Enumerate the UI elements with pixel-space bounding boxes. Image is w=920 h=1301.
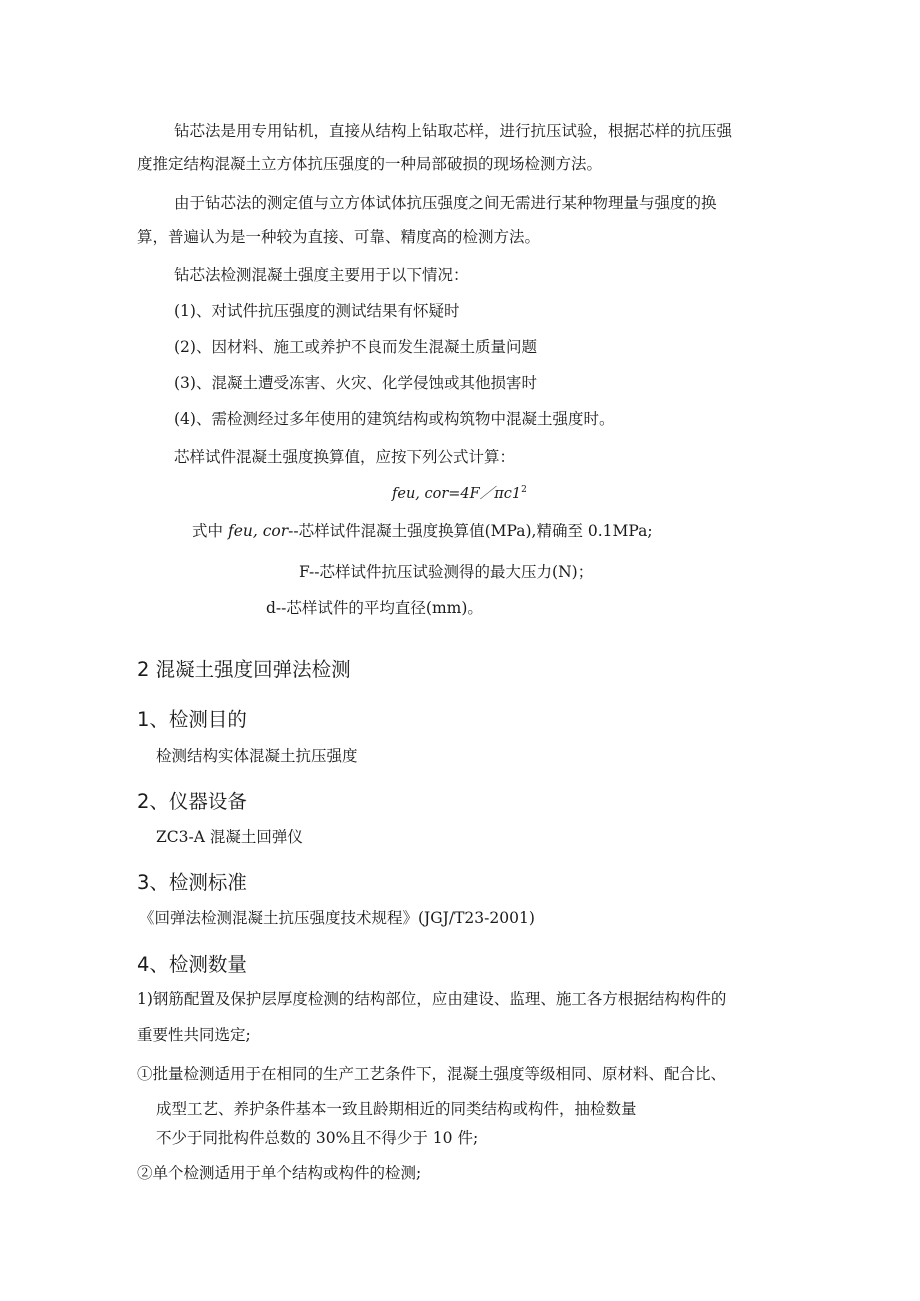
section-text: ①批量检测适用于在相同的生产工艺条件下，混凝土强度等级相同、原材料、配合比、 [137,1065,727,1083]
list-item: (4)、需检测经过多年使用的建筑结构或构筑物中混凝土强度时。 [174,410,615,428]
subsection-heading: 1、检测目的 [137,708,247,731]
formula-text: feu, cor=4F／πc1 [392,486,522,502]
paragraph-line: 钻芯法检测混凝土强度主要用于以下情况： [174,266,469,284]
list-item: (2)、因材料、施工或养护不良而发生混凝土质量问题 [174,338,537,356]
definition-symbol: feu, cor [227,522,289,540]
paragraph-line: 度推定结构混凝土立方体抗压强度的一种局部破损的现场检测方法。 [137,155,603,173]
section-title: 2 混凝土强度回弹法检测 [137,658,351,681]
section-text: ②单个检测适用于单个结构或构件的检测; [137,1164,422,1182]
paragraph-line: 芯样试件混凝土强度换算值，应按下列公式计算： [174,448,516,466]
section-text: 1)钢筋配置及保护层厚度检测的结构部位，应由建设、监理、施工各方根据结构构件的 [137,990,727,1008]
subsection-heading: 2、仪器设备 [137,790,247,813]
definition-prefix: 式中 [192,522,224,540]
formula [392,486,527,502]
section-text: 成型工艺、养护条件基本一致且龄期相近的同类结构或构件，抽检数量 [156,1100,637,1118]
definition-line: d--芯样试件的平均直径(mm)。 [266,599,483,617]
list-item: (1)、对试件抗压强度的测试结果有怀疑时 [174,302,460,320]
definition-text: --芯样试件混凝土强度换算值(MPa),精确至 0.1MPa; [288,522,653,540]
section-text: 重要性共同选定; [137,1026,251,1044]
section-text: 检测结构实体混凝土抗压强度 [156,747,358,765]
subsection-heading: 4、检测数量 [137,953,247,976]
section-text: 不少于同批构件总数的 30%且不得少于 10 件; [156,1129,479,1147]
paragraph-line: 由于钻芯法的测定值与立方体试体抗压强度之间无需进行某种物理量与强度的换 [174,194,717,212]
section-text: ZC3-A 混凝土回弹仪 [156,828,303,846]
list-item: (3)、混凝土遭受冻害、火灾、化学侵蚀或其他损害时 [174,374,537,392]
paragraph-line: 算，普遍认为是一种较为直接、可靠、精度高的检测方法。 [137,228,541,246]
subsection-heading: 3、检测标准 [137,871,247,894]
definition-line: F--芯样试件抗压试验测得的最大压力(N)； [299,563,594,581]
formula-exponent: 2 [521,485,527,495]
paragraph-line: 钻芯法是用专用钻机，直接从结构上钻取芯样，进行抗压试验，根据芯样的抗压强 [174,122,733,140]
section-text: 《回弹法检测混凝土抗压强度技术规程》(JGJ/T23-2001) [139,909,535,927]
definition-line [192,524,653,540]
